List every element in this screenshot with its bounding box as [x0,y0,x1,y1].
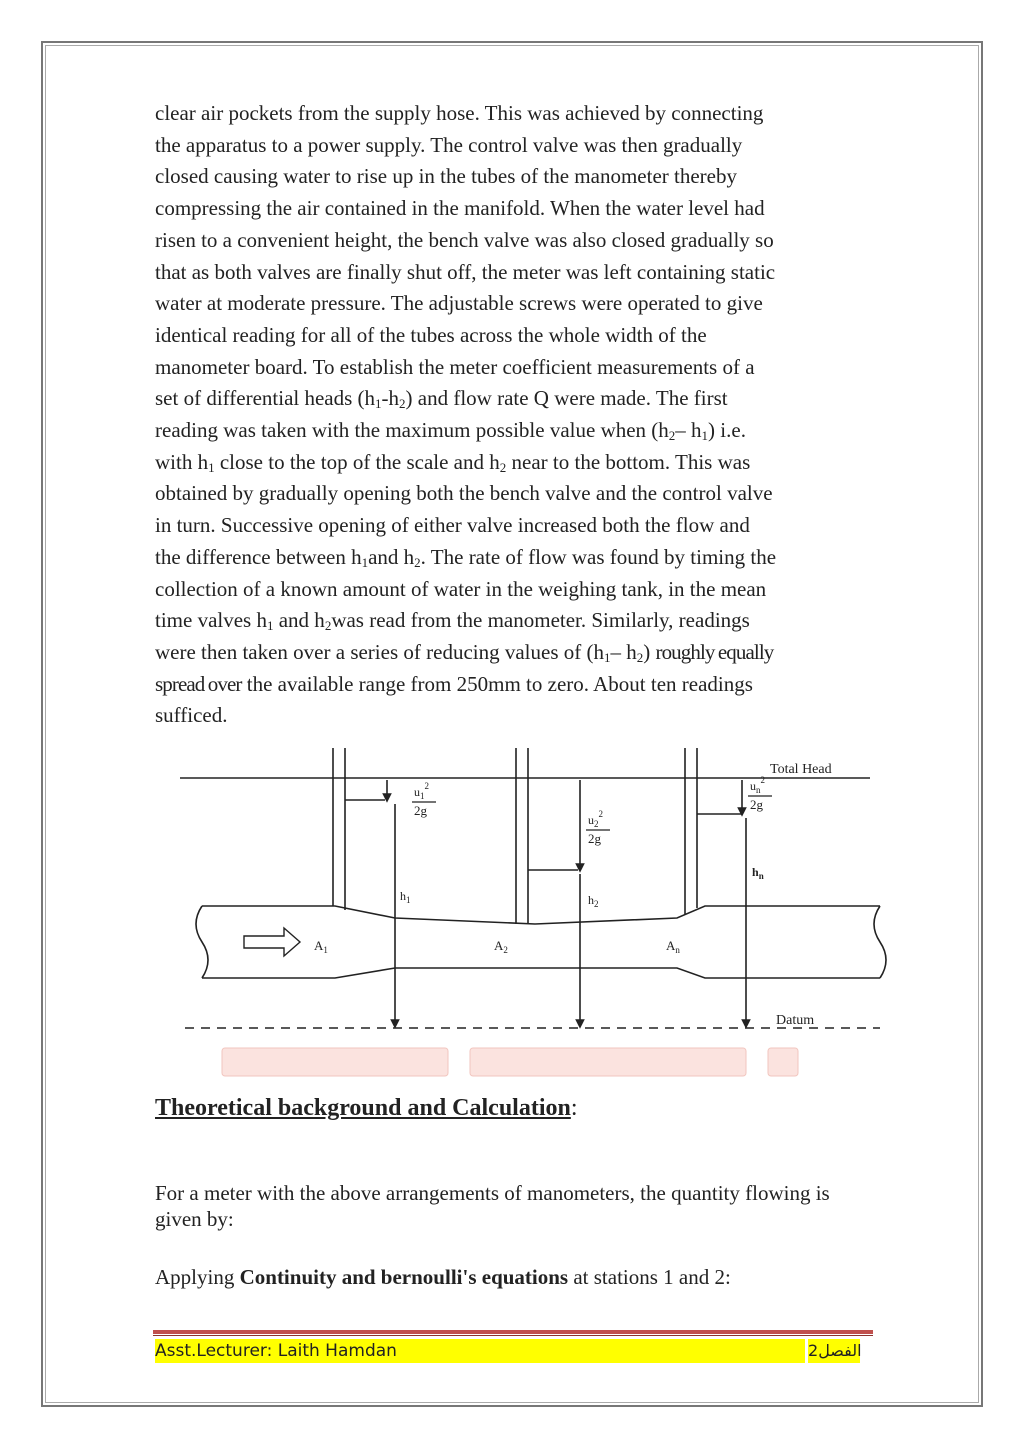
scan-artifact [768,1048,798,1076]
venturi-meter-diagram [180,738,938,1078]
body-paragraph [155,98,875,732]
section-heading: Theoretical background and Calculation: [155,1095,578,1121]
text-line: spread over the available range from 250mm to zero. About ten readings [155,671,753,696]
u1-symbol: u [414,785,420,799]
svg-text:u12 [414,781,429,801]
text-line: with $h_1$ close to the top of the scale and $h_2$ near to the bottom. This was [155,449,751,475]
text-line: time valves $h_1$ and $h_2was$ read from the manometer. Similarly, readings [155,608,750,634]
u1-square: 2 [424,781,429,791]
text-line: compressing the air contained in the manifold. When the water level had [155,196,765,221]
footer-rule [153,1330,873,1334]
un-denominator: 2g [750,797,763,812]
text-line: clear air pockets from the supply hose. This was achieved by connecting [155,101,764,125]
footer-author: Asst.Lecturer: Laith Hamdan [155,1339,805,1363]
pipe-right-end [874,906,886,978]
footer-page-number: 2الفصل [808,1339,860,1363]
h2-subscript: 2 [594,899,599,909]
text-line: were then taken over a series of reducing values of ($h_1-$ $h_2$) roughly equally [155,639,774,665]
svg-text:hn [752,865,764,881]
text-line: set of differential heads $(h_1-h_2)$ and flow rate Q were made. The first [155,386,728,412]
text-line: obtained by gradually opening both the bench valve and the control valve [155,481,773,506]
text-line: the apparatus to a power supply. The control valve was then gradually [155,132,743,157]
text-line: reading was taken with the maximum possible value when ($h_2-$ $h_1$) i.e. [155,418,746,444]
svg-text:h2 [588,893,599,909]
pipe-bottom-wall [202,968,880,978]
h1-label: h [400,889,406,903]
svg-text:An [666,938,680,955]
text-line: the difference between $h_1and$ $h_2$. The rate of flow was found by timing the [155,544,777,570]
text-line: water at moderate pressure. The adjustable screws were operated to give [155,291,763,316]
u1-subscript: 1 [420,791,425,801]
text-line: closed causing water to rise up in the tubes of the manometer thereby [155,164,737,189]
u2-square: 2 [598,809,603,819]
hn-label: h [752,865,759,879]
h2-label: h [588,893,594,907]
un-square: 2 [760,775,765,785]
intro-paragraph: For a meter with the above arrangements of manometers, the quantity flowing is given by: [155,1181,830,1231]
u2-symbol: u [588,813,594,827]
text-line: identical reading for all of the tubes across the whole width of the [155,322,707,347]
text-line: in turn. Successive opening of either valve increased both the flow and [155,513,750,538]
scan-artifact [470,1048,746,1076]
svg-text:u22 [588,809,603,829]
a1-subscript: 1 [323,945,328,955]
un-subscript: n [756,785,761,795]
svg-text:A1 [314,938,328,955]
u2-subscript: 2 [594,819,599,829]
a2-label: A [494,938,504,953]
an-label: A [666,938,676,953]
svg-text:A2 [494,938,508,955]
datum-label: Datum [776,1013,815,1028]
a2-subscript: 2 [503,945,508,955]
applying-paragraph: Applying Continuity and bernoulli's equations at stations 1 and 2: [155,1265,731,1289]
u1-denominator: 2g [414,803,427,818]
u2-denominator: 2g [588,831,601,846]
text-line: that as both valves are finally shut off, the meter was left containing static [155,259,776,284]
h1-subscript: 1 [406,895,411,905]
hn-subscript: n [758,871,764,881]
pipe-top-wall [202,906,880,924]
an-subscript: n [675,945,680,955]
pipe-left-end [196,906,208,978]
footer-rule-thin [153,1335,873,1336]
text-line: manometer board. To establish the meter coefficient measurements of a [155,354,755,379]
text-line: sufficed. [155,703,228,728]
flow-arrow-icon [244,928,300,956]
text-line: risen to a convenient height, the bench valve was also closed gradually so [155,227,774,252]
text-line: collection of a known amount of water in the weighing tank, in the mean [155,576,767,601]
un-symbol: u [750,779,756,793]
a1-label: A [314,938,324,953]
scan-artifact [222,1048,448,1076]
svg-text:h1 [400,889,411,905]
total-head-label: Total Head [770,762,832,777]
